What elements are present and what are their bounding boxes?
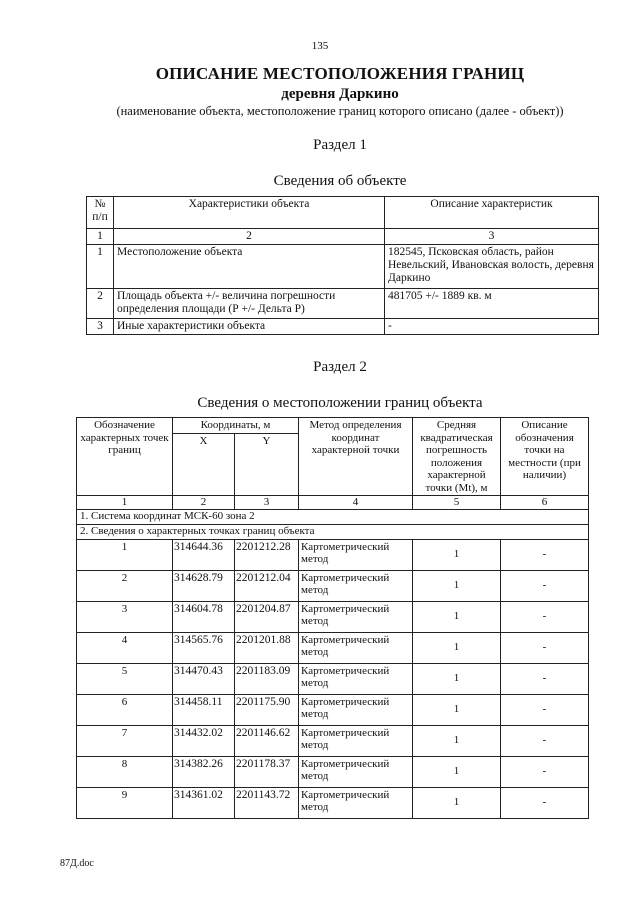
point-error: 1: [413, 663, 501, 694]
point-y: 2201143.72: [235, 787, 299, 818]
point-id: 3: [77, 601, 173, 632]
point-id: 8: [77, 756, 173, 787]
section1-heading: Сведения об объекте: [273, 173, 407, 189]
header-description: Описание обозначения точки на местности (при наличии): [501, 418, 589, 496]
table-row: [77, 694, 589, 725]
document-title: ОПИСАНИЕ МЕСТОПОЛОЖЕНИЯ ГРАНИЦ: [155, 64, 525, 83]
header-method: Метод определения координат характерной точки: [299, 418, 413, 496]
point-x: 314382.26: [173, 756, 235, 787]
header-coordinates: Координаты, м: [173, 418, 299, 434]
point-description: -: [501, 663, 589, 694]
document-note: (наименование объекта, местоположение границ которого описано (далее - объект)): [116, 104, 564, 118]
row-number: 3: [87, 319, 114, 335]
column-number: 6: [501, 496, 589, 510]
points-section-label: 2. Сведения о характерных точках границ объекта: [77, 524, 589, 539]
row-number: 1: [87, 245, 114, 289]
point-error: 1: [413, 570, 501, 601]
row-characteristic: Местоположение объекта: [114, 245, 385, 289]
table-row: [87, 319, 599, 335]
point-description: -: [501, 694, 589, 725]
point-y: 2201183.09: [235, 663, 299, 694]
page-number: 135: [311, 40, 329, 52]
header-point: Обозначение характерных точек границ: [77, 418, 173, 496]
point-y: 2201201.88: [235, 632, 299, 663]
point-x: 314470.43: [173, 663, 235, 694]
table-row: [77, 632, 589, 663]
table-row: [77, 570, 589, 601]
section2-heading: Сведения о местоположении границ объекта: [197, 395, 483, 411]
point-error: 1: [413, 694, 501, 725]
points-section-row: [77, 524, 589, 539]
point-id: 1: [77, 539, 173, 570]
point-id: 4: [77, 632, 173, 663]
coordinate-system-label: 1. Система координат МСК-60 зона 2: [77, 509, 589, 524]
point-y: 2201204.87: [235, 601, 299, 632]
point-id: 9: [77, 787, 173, 818]
point-id: 5: [77, 663, 173, 694]
point-y: 2201178.37: [235, 756, 299, 787]
column-number: 1: [77, 496, 173, 510]
point-description: -: [501, 601, 589, 632]
point-description: -: [501, 570, 589, 601]
points-body: [77, 539, 589, 818]
section2-title: Раздел 2: [313, 359, 367, 375]
point-x: 314565.76: [173, 632, 235, 663]
header-y: Y: [235, 434, 299, 496]
column-number-row: [77, 496, 589, 510]
point-method: Картометрический метод: [299, 539, 413, 570]
row-characteristic: Площадь объекта +/- величина погрешности определения площади (Р +/- Дельта Р): [114, 289, 385, 319]
header-characteristic: Характеристики объекта: [114, 197, 385, 229]
point-x: 314458.11: [173, 694, 235, 725]
point-error: 1: [413, 601, 501, 632]
point-method: Картометрический метод: [299, 787, 413, 818]
column-number: 3: [235, 496, 299, 510]
object-info-table: [86, 196, 599, 335]
point-x: 314604.78: [173, 601, 235, 632]
table-row: [77, 787, 589, 818]
point-description: -: [501, 787, 589, 818]
point-error: 1: [413, 632, 501, 663]
point-description: -: [501, 632, 589, 663]
point-method: Картометрический метод: [299, 663, 413, 694]
point-id: 7: [77, 725, 173, 756]
point-y: 2201146.62: [235, 725, 299, 756]
point-x: 314432.02: [173, 725, 235, 756]
point-method: Картометрический метод: [299, 725, 413, 756]
point-x: 314644.36: [173, 539, 235, 570]
table-row: [77, 601, 589, 632]
point-y: 2201175.90: [235, 694, 299, 725]
column-number: 3: [385, 229, 599, 245]
point-error: 1: [413, 787, 501, 818]
footer-filename: 87Д.doc: [60, 858, 94, 869]
point-method: Картометрический метод: [299, 756, 413, 787]
header-x: X: [173, 434, 235, 496]
row-description: -: [385, 319, 599, 335]
table-header-row: [77, 418, 589, 434]
point-method: Картометрический метод: [299, 694, 413, 725]
row-number: 2: [87, 289, 114, 319]
header-error: Средняя квадратическая погрешность положения характерной точки (Мt), м: [413, 418, 501, 496]
point-method: Картометрический метод: [299, 632, 413, 663]
point-description: -: [501, 756, 589, 787]
table-row: [77, 725, 589, 756]
point-method: Картометрический метод: [299, 570, 413, 601]
table-row: [87, 245, 599, 289]
point-description: -: [501, 539, 589, 570]
point-error: 1: [413, 539, 501, 570]
section1-title: Раздел 1: [313, 137, 367, 153]
table-row: [77, 539, 589, 570]
point-x: 314361.02: [173, 787, 235, 818]
point-x: 314628.79: [173, 570, 235, 601]
point-method: Картометрический метод: [299, 601, 413, 632]
column-number: 2: [114, 229, 385, 245]
column-number: 4: [299, 496, 413, 510]
row-description: 481705 +/- 1889 кв. м: [385, 289, 599, 319]
row-description: 182545, Псковская область, район Невельский, Ивановская волость, деревня Даркино: [385, 245, 599, 289]
table-row: [87, 289, 599, 319]
point-id: 6: [77, 694, 173, 725]
point-description: -: [501, 725, 589, 756]
boundary-points-table: [76, 417, 589, 819]
column-number-row: [87, 229, 599, 245]
table-row: [77, 756, 589, 787]
point-id: 2: [77, 570, 173, 601]
table-row: [77, 663, 589, 694]
table-header-row: [87, 197, 599, 229]
point-y: 2201212.04: [235, 570, 299, 601]
point-error: 1: [413, 725, 501, 756]
header-description: Описание характеристик: [385, 197, 599, 229]
coordinate-system-row: [77, 509, 589, 524]
column-number: 1: [87, 229, 114, 245]
point-y: 2201212.28: [235, 539, 299, 570]
header-number: № п/п: [87, 197, 114, 229]
point-error: 1: [413, 756, 501, 787]
row-characteristic: Иные характеристики объекта: [114, 319, 385, 335]
document-subtitle: деревня Даркино: [281, 86, 399, 102]
column-number: 5: [413, 496, 501, 510]
column-number: 2: [173, 496, 235, 510]
